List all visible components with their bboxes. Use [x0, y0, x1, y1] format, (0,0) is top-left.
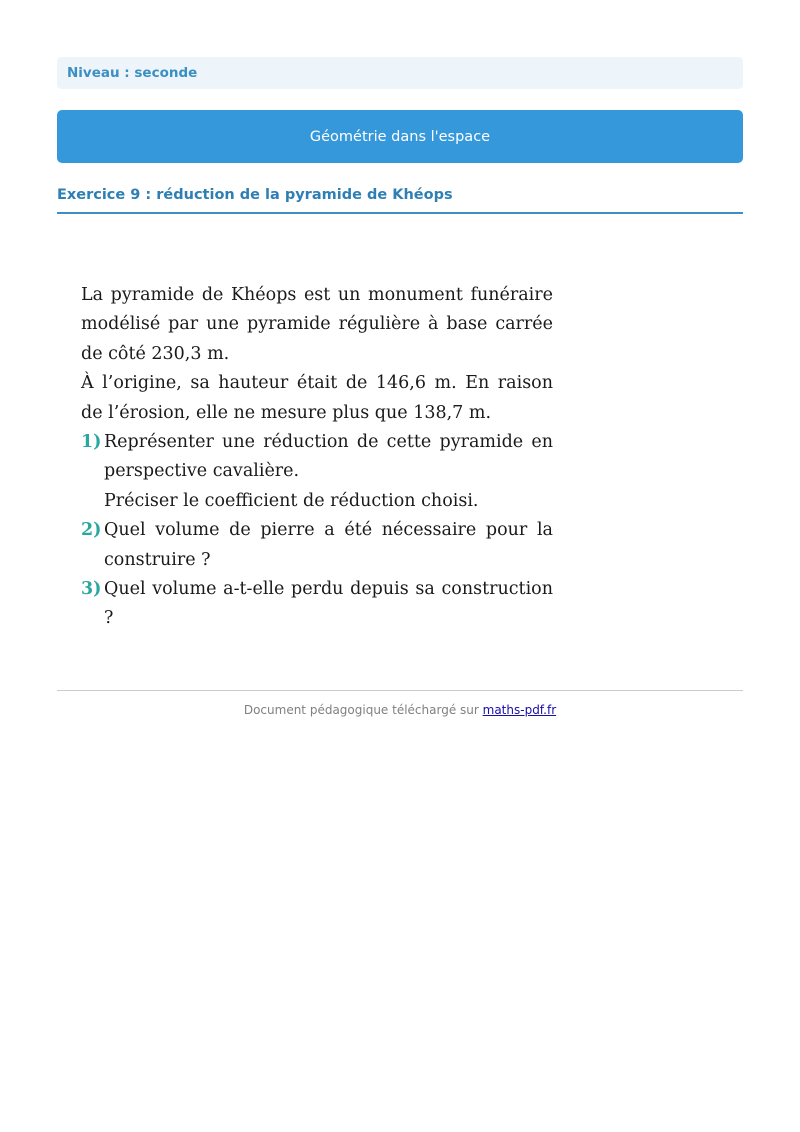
footer-text: Document pédagogique téléchargé sur	[243, 703, 483, 717]
question-text-block	[104, 516, 553, 575]
footer-site-link[interactable]: maths-pdf.fr	[482, 703, 557, 717]
question-number: 2)	[81, 520, 102, 541]
question-1	[81, 428, 553, 516]
question-text-block	[104, 575, 553, 634]
question-number: 3)	[81, 579, 102, 600]
question-text: Quel volume a-t-elle perdu depuis sa construction ?	[104, 579, 553, 629]
exercise-statement	[81, 281, 553, 634]
exercise-title: Exercice 9 : réduction de la pyramide de Khéops	[57, 185, 743, 214]
level-label: Niveau : seconde	[67, 65, 198, 81]
footer-divider	[57, 690, 743, 691]
question-2	[81, 516, 553, 575]
question-number: 1)	[81, 432, 102, 453]
question-extra-text: Préciser le coefficient de réduction choisi.	[104, 490, 479, 511]
question-3	[81, 575, 553, 634]
banner-title: Géométrie dans l'espace	[309, 128, 491, 145]
question-text: Représenter une réduction de cette pyramide en perspective cavalière.	[104, 432, 553, 482]
title-banner	[57, 110, 743, 163]
level-bar	[57, 57, 743, 89]
exercise-intro-paragraph-1: La pyramide de Khéops est un monument funéraire modélisé par une pyramide régulière à base carrée de côté 230,3 m.	[81, 285, 553, 364]
footer	[57, 703, 743, 717]
question-text: Quel volume de pierre a été nécessaire pour la construire ?	[104, 520, 553, 570]
exercise-intro-paragraph-2: À l’origine, sa hauteur était de 146,6 m. En raison de l’érosion, elle ne mesure plus que 138,7 m.	[81, 373, 553, 423]
question-text-block	[104, 428, 553, 516]
